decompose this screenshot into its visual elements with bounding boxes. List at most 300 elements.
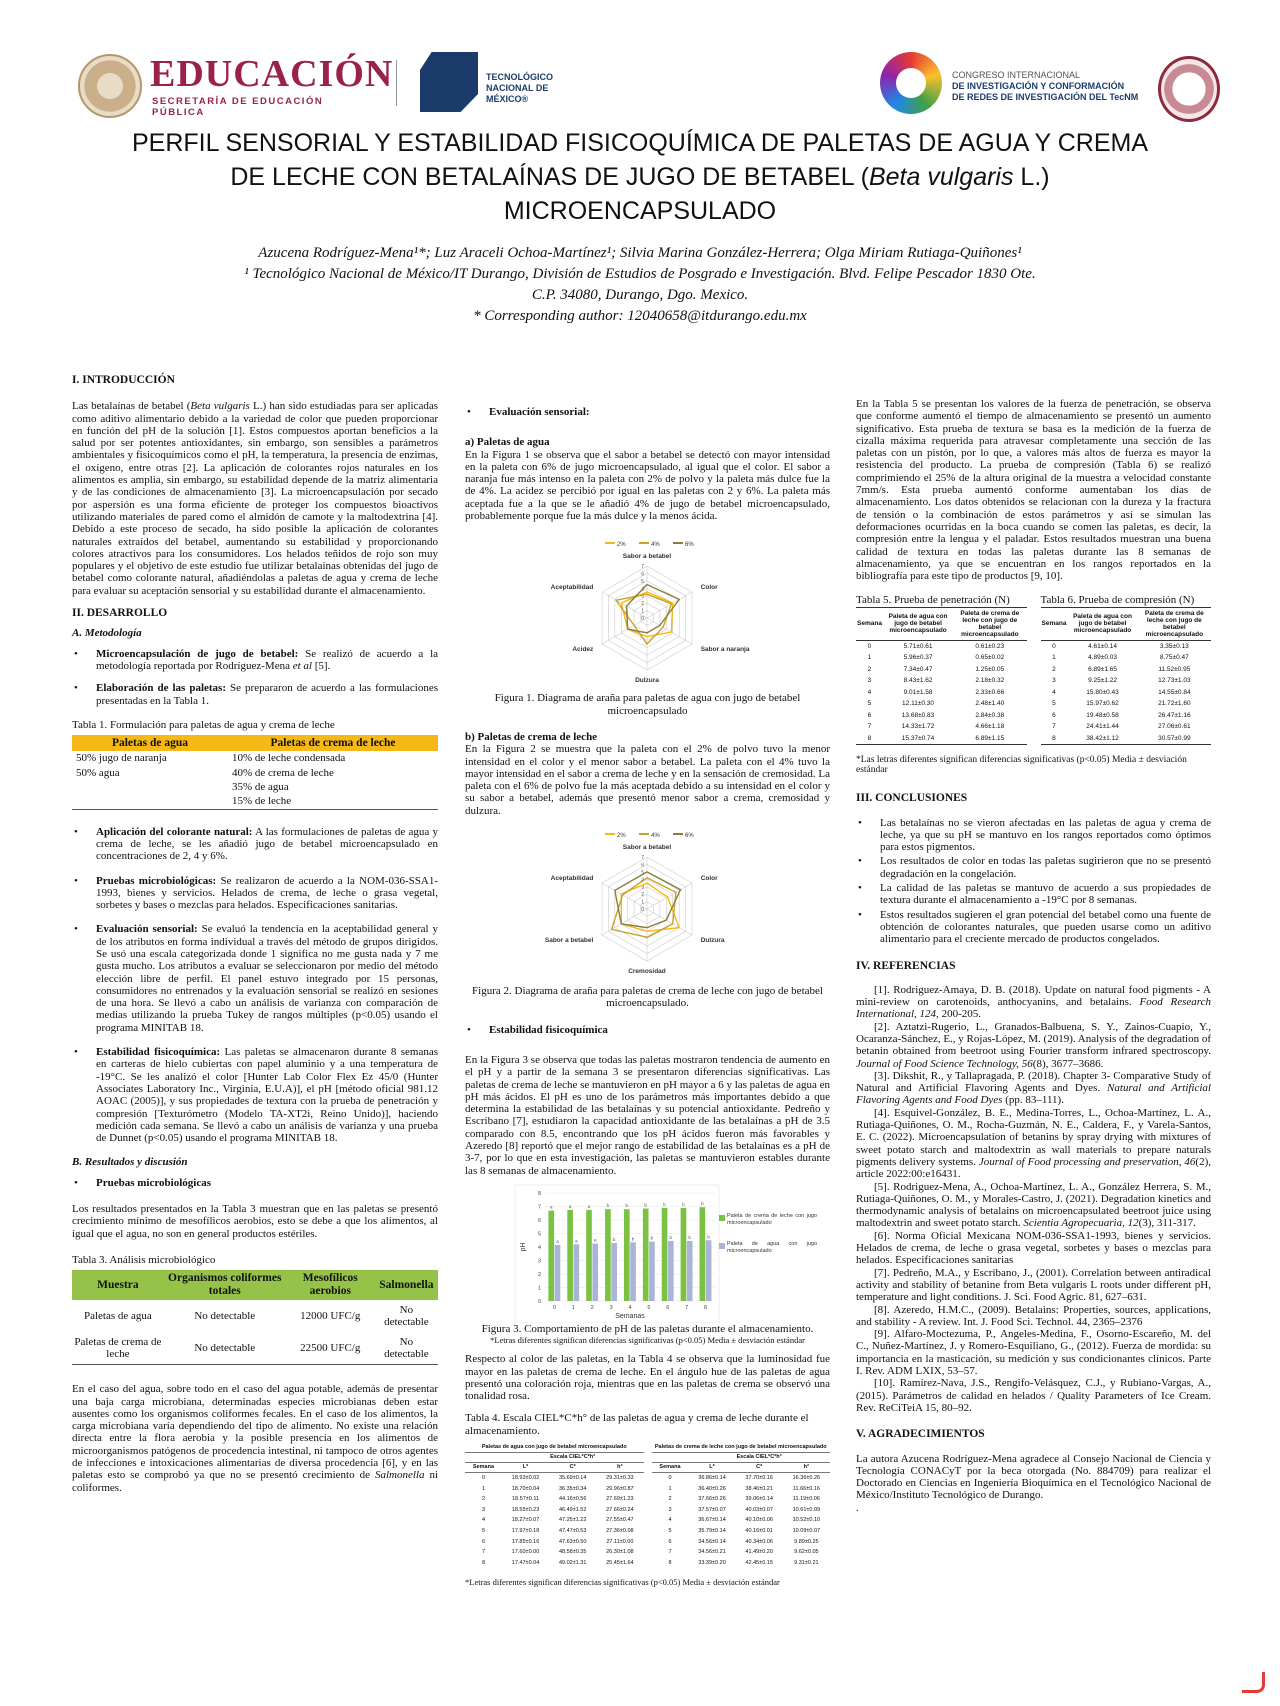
logo-divider	[396, 60, 397, 106]
legend-entry	[727, 1241, 817, 1267]
table5-cell: 0.65±0.02	[975, 654, 1005, 662]
table4-header: L*	[688, 1462, 735, 1472]
table4a-cell: 4	[481, 1517, 485, 1524]
ref-journal: Food Research International, 124,	[856, 996, 1211, 1021]
ref-end: 200-205.	[938, 1008, 981, 1021]
bar	[649, 1242, 655, 1301]
table-1	[72, 735, 438, 809]
column-1	[72, 374, 438, 1494]
table4a-cell: 7	[481, 1549, 485, 1556]
bar-letter: b	[701, 1201, 704, 1207]
table6-cell: 14.55±0.84	[1158, 688, 1191, 696]
y-tick: 2	[537, 1271, 541, 1278]
table4b-cell: 1	[668, 1485, 672, 1492]
conclusion-item: • Los resultados de color en todas las paletas sugirieron que no se presentó degradación en la congelación.	[856, 855, 1211, 880]
table3-cell: Paletas de crema de leche	[74, 1336, 162, 1361]
affiliation-1: ¹ Tecnológico Nacional de México/IT Durango, División de Estudios de Posgrado e Investigación. Blvd. Felipe Pescador 1830 Ote.	[244, 266, 1036, 282]
ref-end: (2), article 2022:00:e16431.	[856, 1155, 1211, 1181]
table4-caption: Tabla 4. Escala CIEL*C*h° de las paletas de agua y crema de leche durante el almacenamiento.	[465, 1412, 809, 1437]
y-axis-label: pH	[520, 1242, 527, 1252]
x-tick: 7	[685, 1304, 689, 1311]
table4a-cell: 47.47±0.53	[558, 1527, 587, 1534]
table6-row	[1041, 687, 1212, 699]
bullet-head: Aplicación del colorante natural:	[96, 825, 253, 838]
table6-cell: 15.80±0.43	[1086, 688, 1119, 696]
affiliation-2: C.P. 34080, Durango, Dgo. Mexico.	[531, 287, 749, 303]
bar	[681, 1208, 687, 1301]
bullet-head: Pruebas microbiológicas:	[96, 874, 217, 887]
table5-row	[856, 710, 1027, 722]
table4b-cell: 6	[668, 1538, 672, 1545]
table4b-cell: 3	[668, 1506, 672, 1513]
radar-tick: 6	[641, 571, 644, 578]
radar-tick: 0	[641, 616, 644, 623]
table6-cell: 24.41±1.44	[1086, 723, 1119, 731]
desarrollo-heading: II. DESARROLLO	[72, 607, 168, 620]
resultados-heading: B. Resultados y discusión	[72, 1156, 188, 1169]
reference-1	[856, 984, 1211, 1021]
table4b-row	[652, 1537, 831, 1548]
table4b-cell: 8	[668, 1559, 672, 1566]
bullet-text: Se realizó de acuerdo a la metodología reportada por Rodríguez-Mena	[96, 647, 439, 672]
x-tick: 4	[628, 1304, 632, 1311]
table4a-cell: 44.16±0.56	[558, 1496, 587, 1503]
table4a-cell: 27.55±0.47	[606, 1517, 634, 1524]
bar	[700, 1207, 706, 1301]
table6-cell: 3.35±0.13	[1159, 642, 1189, 650]
bar	[567, 1210, 573, 1301]
radar-tick: 1	[641, 608, 644, 615]
table4a-row	[465, 1472, 644, 1483]
table5-cell: 14.33±1.72	[901, 723, 935, 731]
table1-cell	[72, 794, 228, 809]
bullet-colorante	[72, 826, 438, 863]
table4a-cell: 35.69±0.14	[558, 1474, 587, 1481]
table4b-cell: 38.46±0.21	[745, 1485, 773, 1492]
table6-cell: 11.52±0.95	[1158, 665, 1191, 673]
radar-axis-label: Sabor a betabel	[544, 937, 594, 945]
congress-line2: DE INVESTIGACIÓN Y CONFORMACIÓN	[952, 81, 1125, 91]
table4a-cell: 17.97±0.18	[511, 1527, 540, 1534]
table5-cell: 4	[867, 688, 872, 696]
table1-caption: Tabla 1. Formulación para paletas de agua y crema de leche	[72, 718, 335, 731]
bar	[592, 1244, 598, 1301]
table5-cell: 12.11±0.30	[902, 700, 935, 708]
bar-letter: a	[593, 1237, 597, 1243]
radar-tick: 1	[641, 899, 644, 906]
table6-cell: 15.97±0.62	[1086, 700, 1119, 708]
agradecimientos-paragraph: La autora Azucena Rodríguez-Mena agradece al Consejo Nacional de Ciencia y Tecnología CONACyT por la beca otorgada (No. 884709) para realizar el Doctorado en Ciencias en Ingeniería Bioquímica en el Tecnológico Nacional de México/Instituto Tecnológico de Durango.	[856, 1452, 1211, 1502]
bar-letter: a	[556, 1238, 559, 1244]
ref-text: [4]. Esquivel-González, B. E., Medina-Torres, L., Ochoa-Martínez, L. A., Rutiaga-Quiñones, O. M., Rocha-Guzmán, N. E., Caldera, F., y Varela-Santos, E. C. (2022). Microencapsulation of betanins by spray drying with mixtures of sweet potato starch and maltodextrin as wall materials to prepare naturals pigments delivery systems.	[856, 1106, 1211, 1168]
bar-letter: b	[650, 1235, 654, 1241]
table1-cell	[72, 780, 228, 794]
table4b-cell: 5	[668, 1527, 672, 1534]
table4a-cell: 27.36±0.08	[606, 1527, 634, 1534]
tables56-note: *Las letras diferentes significan diferencias significativas (p<0.05) Media ± desviación estándar	[856, 754, 1187, 775]
reference-7: [7]. Pedreño, M.A., y Escribano, J., (2001). Correlation between antiradical activity and stability of betanine from Beta vulgaris L roots under different pH, temperature and light conditions. J. Sci. Food Agric. 81, 627–631.	[856, 1266, 1211, 1304]
table5-header: Paleta de crema de leche con jugo de betabel microencapsulado	[953, 607, 1026, 640]
trailing-dot: .	[856, 1501, 859, 1514]
table5-caption: Tabla 5. Prueba de penetración (N)	[856, 594, 1010, 607]
intro-heading: I. INTRODUCCIÓN	[72, 374, 175, 386]
ref-text: [1]. Rodriguez-Amaya, D. B. (2018). Update on natural food pigments - A mini-review on carotenoids, anthocyanins, and betalains.	[856, 983, 1211, 1009]
ref-text: [3]. Dikshit, R., y Tallapragada, P. (2018). Chapter 3- Comparative Study of Natural and Artificial Flavoring Agents and Dyes.	[856, 1069, 1211, 1095]
table5-row	[856, 640, 1027, 652]
bar	[668, 1241, 674, 1301]
table4b-row	[652, 1472, 831, 1483]
table6-cell: 4	[1052, 688, 1056, 696]
bar	[687, 1241, 693, 1301]
table4a-cell: 29.96±0.87	[606, 1485, 634, 1492]
conclusiones-heading: III. CONCLUSIONES	[856, 792, 968, 805]
radar-tick: 3	[641, 594, 644, 601]
table6-row	[1041, 721, 1212, 733]
radar-axis-label: Cremosidad	[628, 968, 666, 976]
radar-tick: 7	[641, 855, 644, 862]
table6-row	[1041, 664, 1212, 676]
table3-header: Salmonella	[375, 1270, 438, 1300]
table3-row	[72, 1332, 438, 1365]
table4a-cell: 47.63±0.50	[558, 1538, 587, 1545]
table4b-cell: 16.36±0.26	[792, 1474, 821, 1481]
radar-axis-label: Dulzura	[635, 677, 659, 685]
x-tick: 1	[571, 1304, 575, 1311]
y-tick: 4	[537, 1244, 541, 1251]
legend-swatch	[719, 1243, 725, 1249]
radar-tick: 4	[641, 586, 644, 593]
table4a-cell: 18.93±0.02	[511, 1474, 540, 1481]
bar	[574, 1244, 580, 1301]
table4b-row	[652, 1494, 831, 1505]
table1-row	[72, 780, 438, 794]
conclusiones-list	[856, 817, 1211, 946]
table4a-cell: 6	[481, 1538, 485, 1545]
bullet-head: Microencapsulación de jugo de betabel:	[96, 647, 299, 660]
table4b-cell: 40.16±0.01	[745, 1527, 773, 1534]
table4b-row	[652, 1484, 831, 1495]
table4b-cell: 36.86±0.14	[698, 1474, 726, 1481]
table4a-cell: 3	[481, 1506, 485, 1513]
table5-cell: 15.37±0.74	[901, 734, 935, 742]
table6-cell: 30.57±0.99	[1158, 734, 1191, 742]
table6-caption: Tabla 6. Prueba de compresión (N)	[1040, 594, 1195, 607]
column-2	[465, 406, 830, 1595]
table5-wrap	[856, 594, 1027, 745]
table1-cell: 15% de leche	[231, 795, 292, 808]
table4b-cell: 37.57±0.07	[698, 1506, 726, 1513]
table4a-row	[465, 1558, 644, 1569]
radar-tick: 3	[641, 884, 644, 891]
bar-letter: b	[612, 1236, 616, 1242]
table5-cell: 1	[867, 654, 872, 662]
table4b-row	[652, 1505, 831, 1516]
table4-header: C*	[736, 1462, 783, 1472]
legend-label: 2%	[617, 833, 626, 840]
table5-cell: 5	[867, 700, 872, 708]
legend-label: Paleta de agua con jugo microencapsulado	[727, 1240, 817, 1254]
tecnm-logo-text	[486, 72, 580, 105]
reference-10: [10]. Ramírez-Nava, J.S., Rengifo-Velásquez, C.J., y Rubiano-Vargas, A., (2015). Parámetros de calidad en helados / Quality Parameters of Ice Cream. Rev. ReCiTeiA 15, 80–92.	[856, 1377, 1211, 1414]
table6-cell: 3	[1052, 677, 1056, 685]
y-tick: 8	[537, 1190, 541, 1197]
table6-cell: 8	[1052, 734, 1056, 742]
column-3	[856, 398, 1211, 1514]
table3-cell: No detectable	[194, 1310, 256, 1323]
bullet-text: A las formulaciones de paletas de agua y crema de leche, se les añadió jugo de betabel microencapsulado en concentraciones de 2, 4 y 6%.	[96, 825, 438, 863]
reference-5	[856, 1181, 1211, 1230]
table4b-cell: 0	[668, 1474, 672, 1481]
table4a-row	[465, 1505, 644, 1516]
table4b-cell: 7	[668, 1549, 672, 1556]
table5-cell: 2.84±0.38	[975, 711, 1005, 719]
table4a-cell: 27.66±0.24	[606, 1506, 634, 1513]
table4b-cell: 36.67±0.14	[698, 1517, 726, 1524]
table5-cell: 5.71±0.61	[903, 642, 933, 650]
bullet-head: Evaluación sensorial:	[96, 923, 198, 936]
bullet-fisicoquimica	[72, 1046, 438, 1144]
table-3	[72, 1270, 438, 1365]
table4a-cell: 8	[481, 1559, 485, 1566]
table4a-cell: 18.57±0.11	[511, 1496, 540, 1503]
table4b-cell: 9.31±0.21	[794, 1559, 819, 1566]
sep-logo-sub: SECRETARÍA DE EDUCACIÓN PÚBLICA	[152, 96, 324, 118]
ref-journal: Natural and Artificial Flavoring Agents and Food Dyes	[856, 1082, 1211, 1107]
table4b-row	[652, 1526, 831, 1537]
table3-cell: Paletas de agua	[83, 1310, 152, 1323]
table3-cell: No detectable	[384, 1336, 429, 1361]
poster-title	[100, 126, 1180, 228]
table4a-cell: 17.60±0.00	[511, 1549, 540, 1556]
radar-axis-label: Color	[700, 584, 718, 592]
tables-5-6	[856, 594, 1211, 745]
table4b-cell: 42.45±0.15	[745, 1559, 773, 1566]
congress-line3: DE REDES DE INVESTIGACIÓN DEL TecNM	[952, 92, 1139, 102]
ref-end: (3), 311-317.	[1138, 1217, 1196, 1230]
x-tick: 6	[666, 1304, 670, 1311]
conclusion-item: • Las betalaínas no se vieron afectadas en las paletas de agua y crema de leche, ya que su pH se mantuvo en los rangos reportados como óptimos para estos pigmentos.	[856, 817, 1211, 854]
table6-header: Paleta de crema de leche con jugo de betabel microencapsulado	[1138, 607, 1211, 640]
legend-label: 6%	[685, 542, 694, 549]
table1-header: Paletas de crema de leche	[228, 735, 438, 751]
y-tick: 6	[537, 1217, 541, 1224]
tecnm-line2: NACIONAL DE MÉXICO®	[486, 83, 549, 104]
radar-spoke	[647, 592, 692, 618]
table4b-cell: 33.39±0.20	[698, 1559, 726, 1566]
title-line2c: L.)	[1013, 163, 1050, 191]
table4a-cell: 49.02±1.31	[558, 1559, 587, 1566]
table4a-cell: 47.25±1.22	[558, 1517, 587, 1524]
logo-bar	[0, 0, 1280, 130]
bullet-text: Se evaluó la tendencia en la aceptabilidad general y de los atributos en forma individual a través del método de grupos dirigidos. Se usó una escala categorizada donde 1 significa no me gusta nada y 7 me gusta mucho. Los atributos a evaluar se seleccionaron por medio del método elección libre de perfil. El panel estuvo integrado por 15 personas, consumidores no entrenados y la evaluación sensorial se realizó en sesiones de una hora. Se llevó a cabo un análisis de varianza con comparación de medias utilizando la prueba Tukey de rangos múltiples (p<0.05) usando el programa MINITAB 18.	[96, 923, 438, 1034]
table5-row	[856, 721, 1027, 733]
table6-row	[1041, 710, 1212, 722]
table4a-cell: 27.11±0.00	[606, 1538, 634, 1545]
radar-axis-label: Aceptabilidad	[550, 875, 594, 883]
y-tick: 7	[537, 1204, 541, 1211]
figure1-radar-chart	[465, 536, 830, 686]
title-line2a: DE LECHE CON BETALAÍNAS DE JUGO DE BETABEL (	[230, 163, 869, 191]
table4a-cell: 25.45±1.64	[606, 1559, 634, 1566]
bar-letter: b	[682, 1201, 685, 1207]
radar-axis-label: Sabor a naranja	[700, 646, 750, 654]
table4b-cell: 34.56±0.14	[698, 1538, 726, 1545]
table4b-cell: 10.61±0.09	[792, 1506, 821, 1513]
bar-letter: b	[644, 1202, 647, 1208]
radar-axis-label: Sabor a betabel	[622, 553, 672, 561]
sep-logo-name: EDUCACIÓN	[150, 53, 394, 95]
table4a-cell: 18.70±0.04	[511, 1485, 540, 1492]
table5-cell: 3	[867, 677, 872, 685]
table6-cell: 38.42±1.12	[1086, 734, 1119, 742]
tecnm-mark-icon	[420, 52, 478, 112]
ref-end: (8), 3677–3686.	[1032, 1057, 1104, 1070]
table6-cell: 6.89±1.65	[1088, 665, 1117, 673]
reference-4	[856, 1107, 1211, 1181]
table-4a	[465, 1443, 644, 1568]
radar-tick: 2	[641, 892, 644, 899]
bar-letter: a	[568, 1203, 572, 1209]
metodologia-heading: A. Metodología	[72, 627, 142, 640]
bullet-ital: et al	[292, 659, 312, 672]
bullet-pruebas-micro	[72, 1177, 438, 1189]
authors-block	[100, 243, 1180, 327]
table5-row	[856, 698, 1027, 710]
table6-cell: 27.06±0.61	[1158, 723, 1191, 731]
agua-text-a: En el caso del agua, sobre todo en el caso del agua potable, además de presentar una baja carga microbiana, determinadas especies microbianas deben estar ausentes como los organismos coliformes fecales. En el caso de los alimentos, la carga microbiana varía dependiendo del tipo de alimento. No existe una relación directa entre la flora aerobia y la posible presencia en los alimentos de microorganismos patógenos de procedencia intestinal, ni tampoco de otros agentes de infecciones e intoxicaciones alimentarias de diversa procedencia [6], y en las paletas esto se comprobó ya que no se presentó crecimiento de	[72, 1383, 438, 1482]
table4b-cell: 9.62±0.05	[794, 1549, 819, 1556]
table3-caption: Tabla 3. Análisis microbiológico	[72, 1253, 216, 1266]
table4b-cell: 39.06±0.14	[745, 1496, 773, 1503]
figure1-caption: Figura 1. Diagrama de araña para paletas de agua con jugo de betabel microencapsulado	[494, 692, 801, 717]
bullet-estabilidad	[465, 1024, 830, 1036]
radar-spoke	[647, 618, 692, 644]
reference-9: [9]. Alfaro-Moctezuma, P., Angeles-Medina, F., Osorno-Escareño, M. del C., Nuñez-Martínez, J. y Romero-Esquiliano, G., (2012). Fuerza de mordida: su importancia en la masticación, su medición y sus condicionantes clínicos. Parte I. Rev. ADM LXIX, 53–57.	[856, 1328, 1211, 1378]
mexico-seal-icon	[78, 54, 142, 118]
table6-row	[1041, 640, 1212, 652]
table6-cell: 1	[1052, 654, 1056, 662]
table4b-cell: 2	[668, 1496, 672, 1503]
table4b-cell: 4	[668, 1517, 672, 1524]
figure3-bar-chart	[465, 1183, 830, 1323]
bullet-evaluacion	[465, 406, 830, 418]
figure2-radar-chart	[465, 827, 830, 977]
table4b-cell: 11.66±0.16	[792, 1485, 820, 1492]
bar-letter: b	[606, 1203, 610, 1209]
bar	[548, 1210, 554, 1300]
intro-species: Beta vulgaris	[190, 400, 250, 413]
table4b-cell: 36.40±0.26	[698, 1485, 726, 1492]
bar	[706, 1240, 712, 1301]
bar	[643, 1208, 649, 1300]
table4a-cell: 17.85±0.16	[511, 1538, 540, 1545]
title-line3: MICROENCAPSULADO	[503, 197, 777, 225]
estabilidad-paragraph: En la Figura 3 se observa que todas las paletas mostraron tendencia de aumento en el pH y a partir de la semana 3 se presentaron diferencias significativas. Las paletas de crema de leche se mantuvieron en pH mayor a 6 y las paletas de agua en pH más ácidos. El pH es uno de los parámetros más importantes debido a que determina la estabilidad de las betalaínas y su potencial antioxidante. Pedreño y Escribano [7], estudiaron la capacidad antioxidante de las betalaínas a pH de 3.5 comparado con 8.5, encontrando que los pH ácidos fueron más favorables y Azeredo [8] reportó que el mejor rango de estabilidad de las betalaínas es a pH de 3-7, por lo que en esta investigación, las paletas se mantuvieron estables durante las 8 semanas de almacenamiento.	[465, 1053, 830, 1177]
table4b-cell: 34.56±0.21	[698, 1549, 726, 1556]
table5-cell: 5.96±0.37	[903, 654, 933, 662]
y-tick: 1	[537, 1285, 541, 1292]
reference-3	[856, 1070, 1211, 1107]
table4b-cell: 37.70±0.16	[745, 1474, 773, 1481]
bullet-text: Se prepararon de acuerdo a las formulaciones presentadas en la Tabla 1.	[96, 682, 438, 707]
table5-row	[856, 733, 1027, 745]
table4-header: h°	[783, 1462, 830, 1472]
legend-swatch	[719, 1215, 725, 1221]
table5-cell: 2.48±1.40	[975, 700, 1005, 708]
bullet-head: Estabilidad fisicoquímica:	[96, 1046, 221, 1059]
reference-2	[856, 1021, 1211, 1070]
paletas-agua-heading: a) Paletas de agua	[465, 436, 550, 449]
table3-header: Muestra	[72, 1270, 164, 1300]
bullet-elaboracion	[72, 682, 438, 707]
table5-cell: 4.66±1.18	[975, 723, 1005, 731]
bar	[611, 1243, 617, 1301]
table6-cell: 8.75±0.47	[1159, 654, 1189, 662]
paletas-crema-heading: b) Paletas de crema de leche	[465, 730, 598, 743]
bar-letter: b	[669, 1234, 673, 1240]
radar-axis-label: Color	[700, 875, 718, 883]
table4b-cell: 40.03±0.07	[745, 1506, 773, 1513]
itd-seal-icon	[1158, 56, 1220, 122]
table1-row	[72, 751, 438, 765]
ref-journal: Journal of Food Science Technology, 56	[856, 1057, 1033, 1070]
figure3-caption: Figura 3. Comportamiento de pH de las paletas durante el almacenamiento.	[481, 1322, 814, 1335]
textura-paragraph: En la Tabla 5 se presentan los valores de la fuerza de penetración, se observa que conforme aumentó el tiempo de almacenamiento se presentó un aumento significativo. Esta prueba de textura se basa es la medición de la fuerza de cizalla máxima requerida para atravesar completamente una sección de las paletas con un pistón, por lo que, a valores más altos de fuerza es mayor la resistencia del producto. La prueba de compresión (Tabla 6) se realizó comprimiendo el 25% de la altura original de la muestra a velocidad constante 7mm/s. Esta prueba aumentó conforme aumentaban los días de almacenamiento. Los datos obtenidos se relacionan con la dureza y la fractura de tensión o la combinación de estos parámetros y así se simulan las deformaciones ocurridas en la boca cuando se comen las paletas, es decir, la compresión entre la lengua y el paladar. Estos resultados muestran una buena calidad de textura en todas las paletas durante las 8 semanas de almacenamiento, ya que se encuentran en los rangos reportados en la bibliografía para este tipo de productos [9, 10].	[856, 398, 1211, 583]
agradecimientos-heading: V. AGRADECIMIENTOS	[856, 1428, 985, 1441]
x-tick: 5	[647, 1304, 651, 1311]
table6-cell: 4.89±0.03	[1088, 654, 1117, 662]
table4a-cell: 48.58±0.35	[558, 1549, 587, 1556]
table4-header: L*	[502, 1462, 549, 1472]
sep-logo	[78, 52, 394, 118]
table1-cell: 10% de leche condensada	[231, 752, 346, 765]
bar	[586, 1210, 592, 1301]
bar-letter: b	[663, 1201, 666, 1207]
table1-cell: 40% de crema de leche	[231, 766, 334, 779]
bullet-end: [5].	[311, 659, 331, 672]
bar-letter: b	[688, 1234, 691, 1240]
x-tick: 8	[704, 1304, 708, 1311]
table5-cell: 2	[867, 665, 872, 673]
bullet-head: Estabilidad fisicoquímica	[489, 1023, 608, 1036]
table4-header: Semana	[465, 1462, 502, 1472]
table4b-cell: 40.10±0.06	[745, 1517, 773, 1524]
agua-ital: Salmonella	[374, 1469, 425, 1482]
table4a-cell: 0	[481, 1474, 485, 1481]
bullet-head: Evaluación sensorial:	[489, 406, 590, 418]
table3-header: Mesofílicos aerobios	[286, 1270, 375, 1300]
title-species: Beta vulgaris	[868, 163, 1014, 191]
table6-cell: 5	[1052, 700, 1056, 708]
table6-row	[1041, 675, 1212, 687]
legend-label: 4%	[651, 833, 660, 840]
table4-header: h°	[596, 1462, 643, 1472]
table4b-row	[652, 1515, 831, 1526]
x-tick: 2	[590, 1304, 594, 1311]
table4a-cell: 5	[481, 1527, 485, 1534]
legend-label: 6%	[685, 833, 694, 840]
x-tick: 3	[609, 1304, 613, 1311]
reference-6: [6]. Norma Oficial Mexicana NOM-036-SSA1-1993, bienes y servicios. Helados de crema, de leche o grasa vegetal, sorbetes y bases o mezclas para helados. Especificaciones sanitarias	[856, 1229, 1211, 1267]
table5-cell: 0.61±0.23	[975, 642, 1005, 650]
table5-cell: 13.68±0.83	[901, 711, 935, 719]
table4a-row	[465, 1494, 644, 1505]
table4a-row	[465, 1484, 644, 1495]
table6-cell: 9.25±1.22	[1088, 677, 1117, 685]
table5-cell: 0	[867, 642, 872, 650]
table6-header: Paleta de agua con jugo de betabel microencapsulado	[1067, 607, 1137, 640]
y-tick: 0	[537, 1298, 541, 1305]
